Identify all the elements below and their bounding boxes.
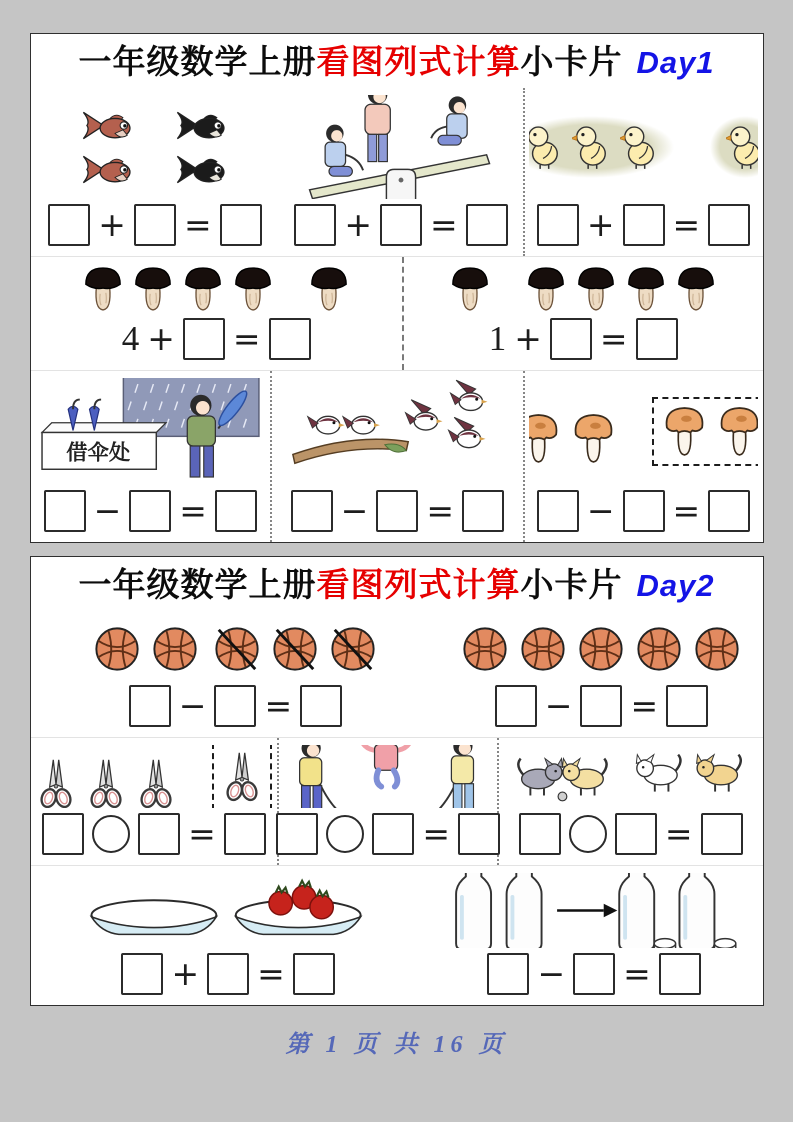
mushroom-dark-group (83, 265, 273, 313)
mushroom-dark-icon (526, 265, 566, 313)
basketball-icon (93, 625, 141, 673)
answer-box (224, 813, 266, 855)
answer-box (183, 318, 225, 360)
mushroom-light-group (529, 411, 616, 466)
basketball-crossed-icon (213, 625, 261, 673)
plus-sign: + (171, 954, 200, 993)
plus-sign: + (514, 319, 542, 358)
umbrella-scene (36, 378, 264, 485)
mushrooms-take-away-equation (537, 490, 750, 532)
mushroom-dark-icon (450, 265, 490, 313)
basketball-crossed-icon (271, 625, 319, 673)
answer-box (42, 813, 84, 855)
answer-box (300, 685, 342, 727)
milk-bottles-picture (430, 873, 759, 948)
birds-scene (287, 378, 507, 485)
basketballs-crossed-picture (35, 618, 437, 680)
exercise-row (31, 737, 763, 865)
card-title-day2 (31, 557, 763, 611)
answer-box (291, 490, 333, 532)
scissors-icon (36, 757, 76, 808)
scissors-equation (42, 813, 266, 855)
plus-sign: + (98, 205, 126, 244)
kittens-picture (503, 745, 759, 808)
dashed-selection-box (652, 397, 759, 466)
exercise-row (31, 611, 763, 737)
minus-sign: − (93, 491, 122, 530)
kittens-equation (519, 813, 743, 855)
exercise-basketballs (440, 611, 762, 737)
umbrella-stand-equation (44, 490, 257, 532)
answer-box (708, 490, 750, 532)
dashed-selection-box (212, 745, 272, 808)
answer-box (207, 953, 249, 995)
mushrooms-1-plus-4-equation (489, 318, 678, 360)
mushroom-dark-icon (183, 265, 223, 313)
plates-scene (81, 873, 375, 948)
answer-box (372, 813, 414, 855)
answer-box (294, 204, 336, 246)
jumprope-scene (283, 745, 493, 808)
exercise-seesaw (279, 88, 524, 256)
answer-box (48, 204, 90, 246)
exercise-row (31, 256, 763, 370)
exercise-row (31, 370, 763, 542)
equals-sign: = (672, 205, 701, 244)
mushroom-dark-icon (133, 265, 173, 313)
answer-box (134, 204, 176, 246)
answer-box (537, 490, 579, 532)
mushroom-dark-group (309, 265, 349, 313)
minus-sign: − (586, 491, 615, 530)
exercise-milk-bottles (426, 866, 763, 1005)
answer-box (220, 204, 262, 246)
seesaw-scene (294, 95, 508, 199)
answer-box (537, 204, 579, 246)
chick-icon (529, 124, 562, 170)
answer-box (121, 953, 163, 995)
answer-box (580, 685, 622, 727)
answer-box (293, 953, 335, 995)
mushroom-dark-icon (233, 265, 273, 313)
basketball-icon (519, 625, 567, 673)
mushroom-dark-icon (676, 265, 716, 313)
milk-bottles-equation (487, 953, 700, 995)
exercise-row (31, 88, 763, 256)
mushroom-light-icon (571, 411, 616, 466)
goldfish-icon (173, 106, 231, 145)
chick-group (529, 116, 674, 178)
exercise-mushrooms-1-plus-4 (404, 257, 763, 370)
equals-sign: = (183, 205, 212, 244)
mushroom-dark-icon (83, 265, 123, 313)
exercise-scissors (31, 738, 280, 865)
answer-box (623, 490, 665, 532)
plus-sign: + (586, 205, 615, 244)
strawberry-plates-picture (35, 873, 422, 948)
goldfish-icon (79, 150, 137, 189)
answer-box (495, 685, 537, 727)
mushroom-dark-icon (309, 265, 349, 313)
exercise-kittens (499, 738, 763, 865)
equals-sign: = (422, 814, 450, 853)
title-prefix: 一年级数学上册 (78, 45, 317, 81)
jump-rope-picture (283, 745, 493, 808)
card-day1 (30, 33, 764, 543)
basketball-icon (635, 625, 683, 673)
sparrows-equation (291, 490, 504, 532)
basketball-crossed-icon (329, 625, 377, 673)
goldfish-icon (173, 150, 231, 189)
answer-box (376, 490, 418, 532)
answer-box (659, 953, 701, 995)
card-day2 (30, 556, 764, 1006)
goldfish-picture (35, 95, 276, 199)
equals-sign: = (179, 491, 207, 530)
answer-box (519, 813, 561, 855)
answer-box (380, 204, 422, 246)
minus-sign: − (537, 954, 566, 993)
svg-text:借伞处: 借伞处 (66, 440, 131, 465)
cats-scene (507, 745, 755, 808)
mushroom-light-icon (662, 404, 707, 459)
basketball-group (213, 625, 377, 673)
equals-sign: = (257, 954, 285, 993)
answer-box (615, 813, 657, 855)
goldfish-group (173, 106, 231, 189)
exercise-mushrooms-take-away (525, 371, 763, 542)
exercise-row (31, 865, 763, 1005)
page-number-footer: 第 1 页 共 16 页 (285, 1032, 508, 1058)
mushrooms-4-plus-1-picture (35, 264, 398, 313)
scissors-picture (35, 745, 274, 808)
scissors-icon (86, 757, 126, 808)
exercise-jump-rope (279, 738, 499, 865)
sparrows-picture (276, 378, 519, 485)
answer-box (623, 204, 665, 246)
title-day-label: Day1 (636, 45, 715, 80)
title-day-label: Day2 (636, 568, 715, 603)
title-highlight: 看图列式计算 (316, 568, 521, 604)
mushroom-light-icon (529, 411, 561, 466)
chick-group (710, 116, 759, 178)
basketball-icon (577, 625, 625, 673)
exercise-basketballs-crossed (31, 611, 441, 737)
exercise-goldfish (31, 88, 280, 256)
equals-sign: = (599, 319, 628, 358)
exercise-chicks (525, 88, 763, 256)
chicks-equation (537, 204, 750, 246)
operator-circle (92, 815, 130, 853)
answer-box (138, 813, 180, 855)
equals-sign: = (232, 319, 261, 358)
answer-box (701, 813, 743, 855)
mushroom-dark-icon (626, 265, 666, 313)
answer-box (487, 953, 529, 995)
answer-box (214, 685, 256, 727)
goldfish-group (79, 106, 137, 189)
goldfish-equation (48, 204, 261, 246)
exercise-sparrows (272, 371, 525, 542)
card-day2-body (31, 611, 763, 1005)
basketball-icon (693, 625, 741, 673)
mushroom-dark-group (526, 265, 716, 313)
basketball-icon (461, 625, 509, 673)
equals-sign: = (188, 814, 216, 853)
mushrooms-take-away-picture (529, 378, 759, 485)
basketballs-crossed-equation (129, 685, 342, 727)
chick-icon (620, 124, 658, 170)
umbrella-stand-picture (35, 378, 267, 485)
plus-sign: + (344, 205, 372, 244)
title-prefix: 一年级数学上册 (78, 568, 317, 604)
answer-box (573, 953, 615, 995)
answer-box (44, 490, 86, 532)
exercise-strawberry-plates (31, 866, 426, 1005)
answer-box (708, 204, 750, 246)
basketball-group (461, 625, 741, 673)
chick-icon (726, 124, 759, 170)
operator-circle (569, 815, 607, 853)
equals-sign: = (264, 686, 293, 725)
card-day1-body (31, 88, 763, 542)
given-number: 1 (488, 319, 507, 358)
equals-sign: = (623, 954, 651, 993)
equals-sign: = (630, 686, 659, 725)
mushroom-dark-group (450, 265, 490, 313)
scissors-icon (136, 757, 176, 808)
milk-scene (448, 873, 740, 948)
seesaw-picture (283, 95, 518, 199)
answer-box (466, 204, 508, 246)
answer-box (269, 318, 311, 360)
chick-icon (572, 124, 610, 170)
basketball-group (93, 625, 199, 673)
scissors-group (36, 757, 176, 808)
basketballs-picture (444, 618, 758, 680)
answer-box (666, 685, 708, 727)
minus-sign: − (178, 686, 207, 725)
mushroom-light-icon (717, 404, 759, 459)
goldfish-icon (79, 106, 137, 145)
scissors-icon (222, 750, 262, 803)
minus-sign: − (340, 491, 369, 530)
card-title-day1 (31, 34, 763, 88)
answer-box (462, 490, 504, 532)
answer-box (276, 813, 318, 855)
title-highlight: 看图列式计算 (316, 45, 521, 81)
exercise-umbrella-stand (31, 371, 273, 542)
title-suffix: 小卡片 (520, 568, 623, 604)
basketball-icon (151, 625, 199, 673)
seesaw-equation (294, 204, 507, 246)
answer-box (550, 318, 592, 360)
equals-sign: = (664, 814, 693, 853)
title-suffix: 小卡片 (520, 45, 623, 81)
mushroom-dark-icon (576, 265, 616, 313)
basketballs-equation (495, 685, 708, 727)
equals-sign: = (426, 491, 454, 530)
answer-box (215, 490, 257, 532)
answer-box (458, 813, 500, 855)
plus-sign: + (147, 319, 175, 358)
answer-box (636, 318, 678, 360)
minus-sign: − (544, 686, 573, 725)
equals-sign: = (429, 205, 458, 244)
mushrooms-1-plus-4-picture (408, 264, 759, 313)
exercise-mushrooms-4-plus-1 (31, 257, 404, 370)
answer-box (129, 490, 171, 532)
given-number: 4 (121, 319, 140, 358)
jump-rope-equation (276, 813, 500, 855)
answer-box (129, 685, 171, 727)
operator-circle (326, 815, 364, 853)
chicks-picture (529, 95, 759, 199)
equals-sign: = (672, 491, 701, 530)
mushrooms-4-plus-1-equation (122, 318, 311, 360)
strawberry-plates-equation (121, 953, 334, 995)
